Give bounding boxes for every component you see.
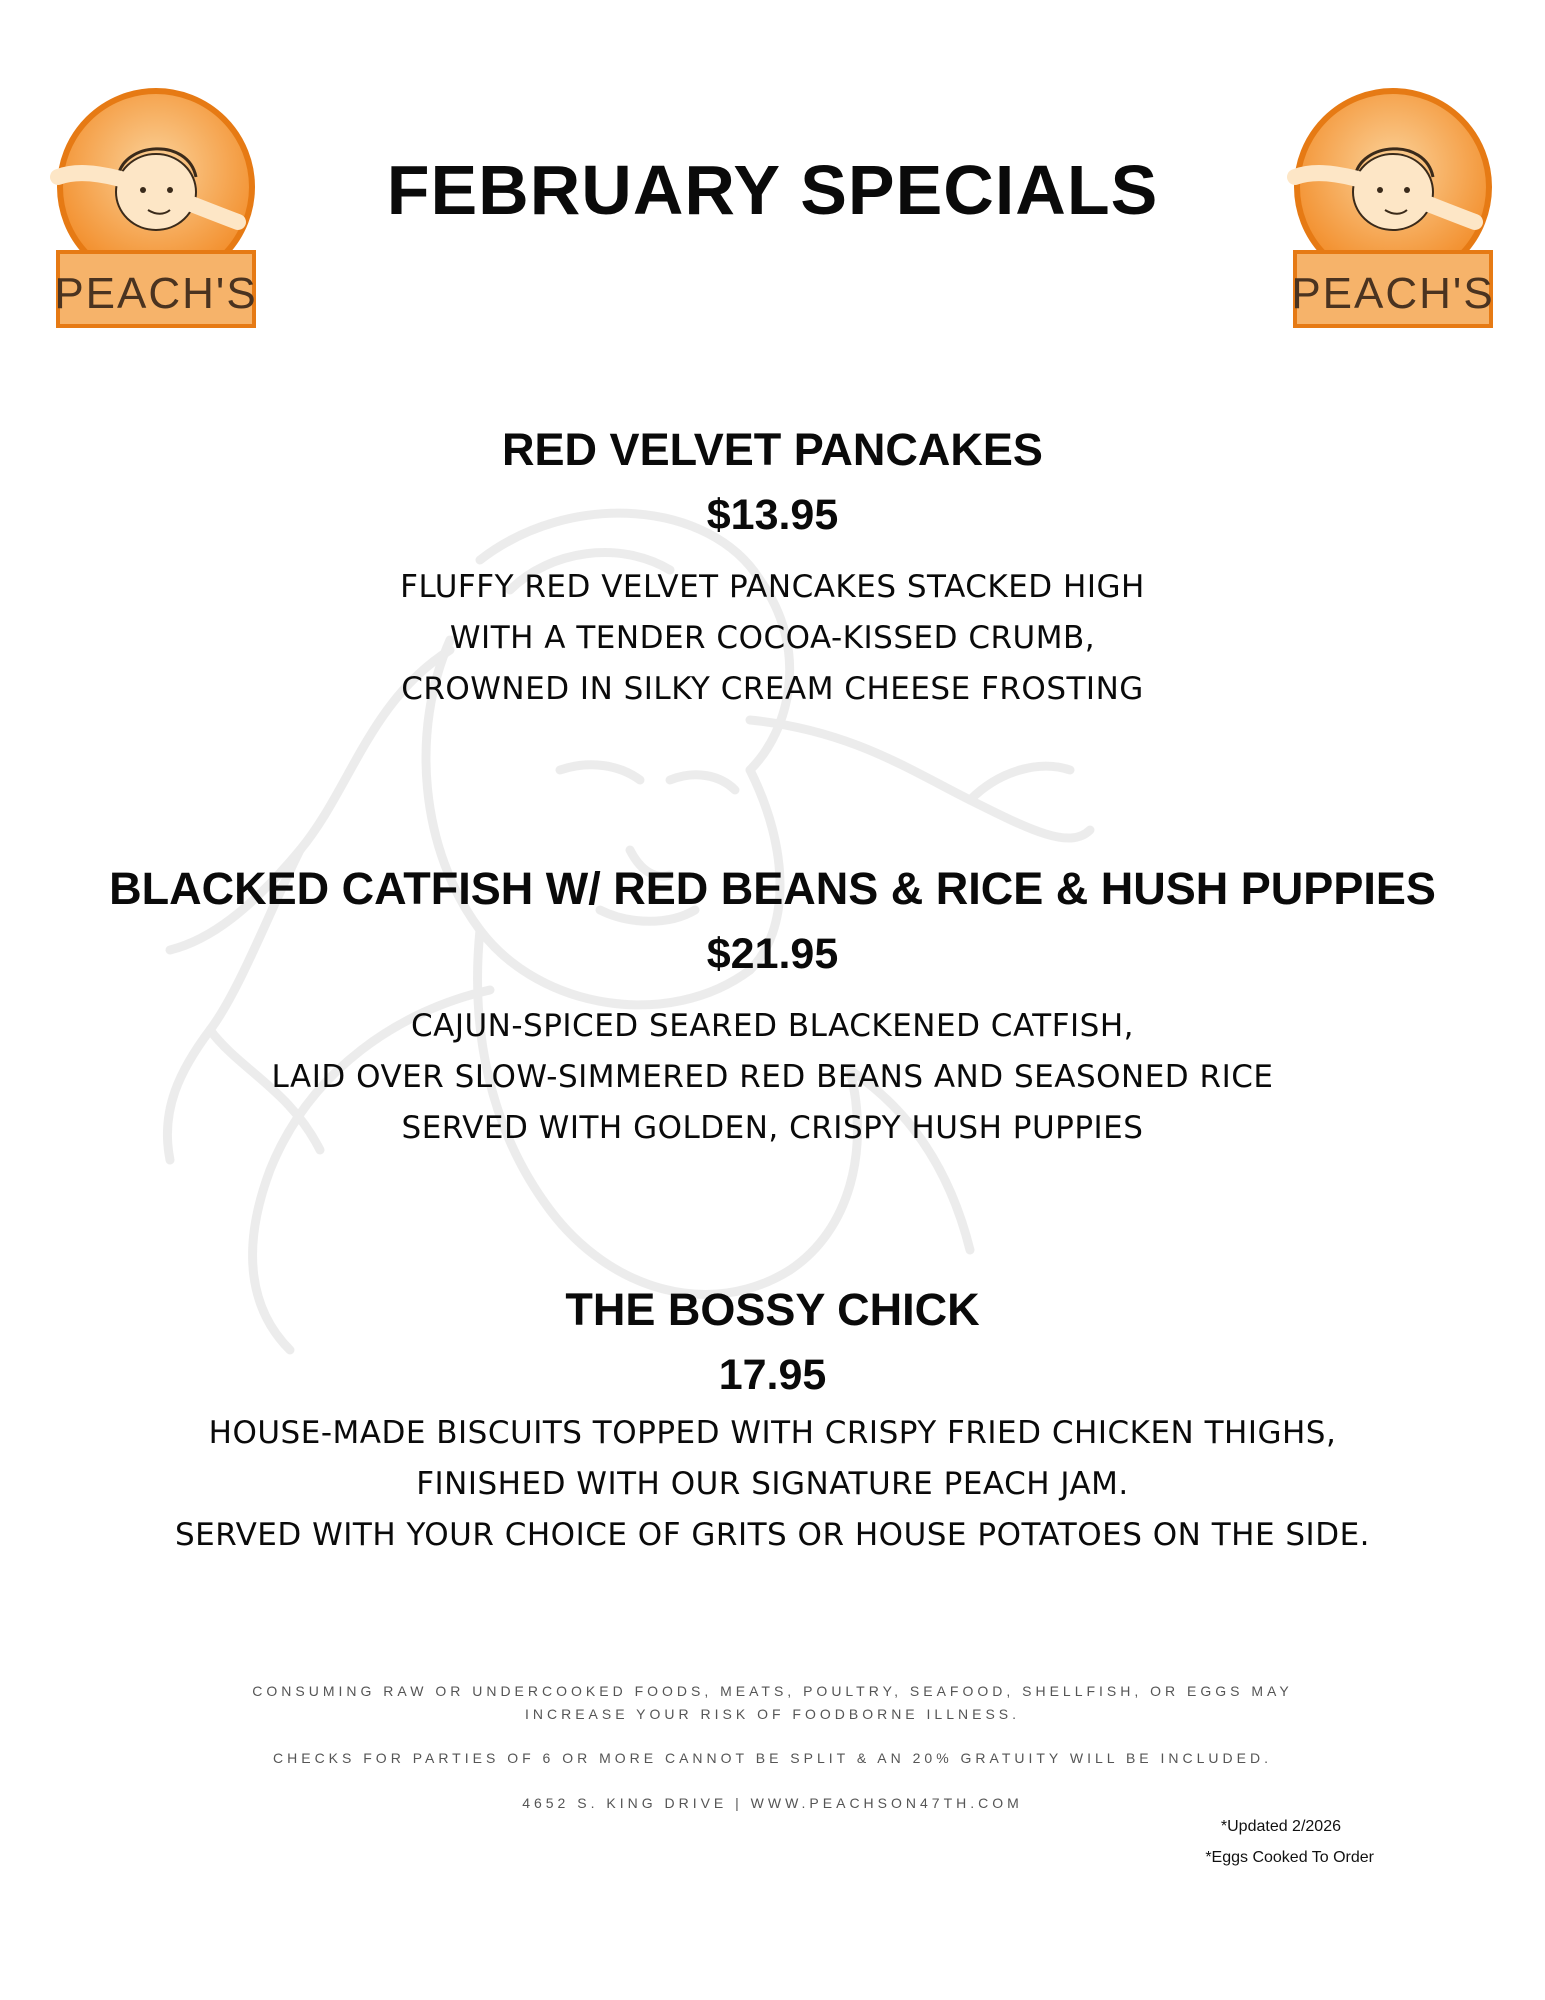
logo-text: PEACH'S [1291,269,1495,318]
special-item [0,1278,1545,1561]
logo-text: PEACH'S [54,269,258,318]
item-description [0,562,1545,715]
updated-note: *Updated 2/2026 [1220,1818,1341,1835]
special-item [0,857,1545,1154]
item-name: RED VELVET PANCAKES [502,424,1043,475]
item-price: $13.95 [706,491,839,539]
description-line: CAJUN-SPICED SEARED BLACKENED CATFISH, [410,1008,1135,1044]
description-line: LAID OVER SLOW-SIMMERED RED BEANS AND SEASONED RICE [271,1059,1274,1095]
page-title: FEBRUARY SPECIALS [386,151,1159,229]
eggs-note: *Eggs Cooked To Order [1205,1849,1374,1866]
foodborne-warning [0,1680,1545,1726]
item-name: BLACKED CATFISH W/ RED BEANS & RICE & HUSH PUPPIES [109,863,1436,914]
description-line: SERVED WITH GOLDEN, CRISPY HUSH PUPPIES [401,1110,1144,1146]
address-line: 4652 S. KING DRIVE | WWW.PEACHSON47TH.COM [522,1795,1023,1811]
item-description [0,1408,1545,1561]
description-line: SERVED WITH YOUR CHOICE OF GRITS OR HOUSE POTATOES ON THE SIDE. [174,1517,1371,1553]
item-price: 17.95 [718,1351,827,1399]
description-line: CROWNED IN SILKY CREAM CHEESE FROSTING [401,671,1144,707]
warning-line: CONSUMING RAW OR UNDERCOOKED FOODS, MEATS, POULTRY, SEAFOOD, SHELLFISH, OR EGGS MAY [252,1683,1293,1699]
warning-line: INCREASE YOUR RISK OF FOODBORNE ILLNESS. [524,1706,1021,1722]
gratuity-notice: CHECKS FOR PARTIES OF 6 OR MORE CANNOT BE SPLIT & AN 20% GRATUITY WILL BE INCLUDED. [273,1750,1272,1766]
description-line: FINISHED WITH OUR SIGNATURE PEACH JAM. [416,1466,1129,1502]
description-line: FLUFFY RED VELVET PANCAKES STACKED HIGH [400,569,1145,605]
description-line: HOUSE-MADE BISCUITS TOPPED WITH CRISPY FRIED CHICKEN THIGHS, [208,1415,1337,1451]
item-description [0,1001,1545,1154]
description-line: WITH A TENDER COCOA-KISSED CRUMB, [449,620,1096,656]
item-name: THE BOSSY CHICK [565,1284,980,1335]
item-price: $21.95 [706,930,839,978]
special-item [0,418,1545,715]
